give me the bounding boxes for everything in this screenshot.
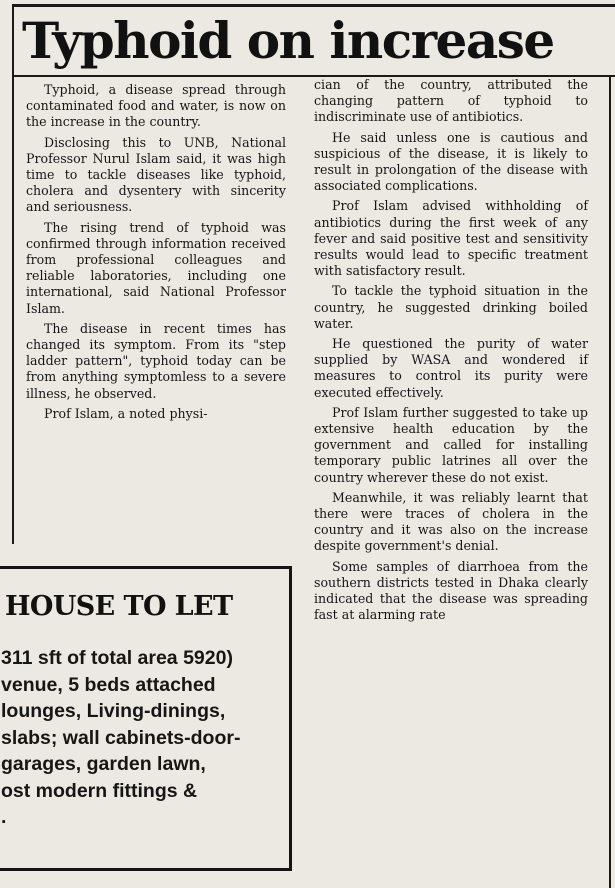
- ad-line: garages, garden lawn,: [1, 753, 206, 775]
- article-paragraph: Prof Islam, a noted physi-: [44, 405, 208, 421]
- ad-line: slabs; wall cabinets-door-: [1, 726, 241, 749]
- article-paragraph: He said unless one is cautious and suspicious of the disease, it is likely to result in prolongation of the disease with associated complications.: [314, 129, 588, 194]
- ad-line: 311 sft of total area 5920): [1, 647, 233, 669]
- ad-line: .: [1, 806, 7, 828]
- ad-line: lounges, Living-dinings,: [1, 700, 226, 722]
- article-paragraph: Disclosing this to UNB, National Professor Nurul Islam said, it was high time to tackle diseases like typhoid, cholera and dysentery with sincerity and seriousness.: [26, 134, 286, 215]
- article-paragraph: Prof Islam further suggested to take up extensive health education by the government and called for installing temporary public latrines all over the country wherever these do not exist.: [314, 404, 588, 485]
- article-paragraph: He questioned the purity of water supplied by WASA and wondered if measures to control its purity were executed effectively.: [314, 336, 588, 400]
- left-rule: [12, 4, 14, 544]
- article-paragraph: The rising trend of typhoid was confirmed through information received from professional colleagues and reliable laboratories, including one international, said National Professor Islam.: [26, 219, 286, 316]
- ad-line: ost modern fittings &: [1, 779, 198, 802]
- article-headline: Typhoid on increase: [22, 11, 554, 70]
- ad-title: HOUSE TO LET: [5, 591, 233, 622]
- top-rule: [14, 4, 615, 7]
- article-paragraph-continued: cian of the country, attributed the changing pattern of typhoid to indiscriminate use of antibiotics.: [314, 77, 588, 125]
- house-to-let-advertisement: [0, 566, 292, 871]
- ad-line: venue, 5 beds attached: [1, 673, 216, 696]
- article-paragraph: Meanwhile, it was reliably learnt that there were traces of cholera in the country and it was also on the increase despite government's denial.: [314, 489, 588, 554]
- article-paragraph: Prof Islam advised withholding of antibiotics during the first week of any fever and said positive test and sensitivity results would lead to specific treatment with satisfactory result.: [314, 198, 588, 279]
- article-paragraph: Some samples of diarrhoea from the southern districts tested in Dhaka clearly indicated that the disease was spreading fast at alarming rate: [314, 558, 588, 623]
- article-paragraph: Typhoid, a disease spread through contaminated food and water, is now on the increase in the country.: [26, 82, 286, 130]
- article-paragraph: The disease in recent times has changed its symptom. From its "step ladder pattern", typhoid today can be from anything symptomless to a severe illness, he observed.: [26, 320, 286, 401]
- article-right-column: [314, 77, 588, 628]
- article-paragraph: To tackle the typhoid situation in the country, he suggested drinking boiled water.: [314, 283, 588, 331]
- right-rule: [609, 77, 611, 888]
- article-left-column: [26, 82, 286, 426]
- ad-body: [1, 645, 292, 831]
